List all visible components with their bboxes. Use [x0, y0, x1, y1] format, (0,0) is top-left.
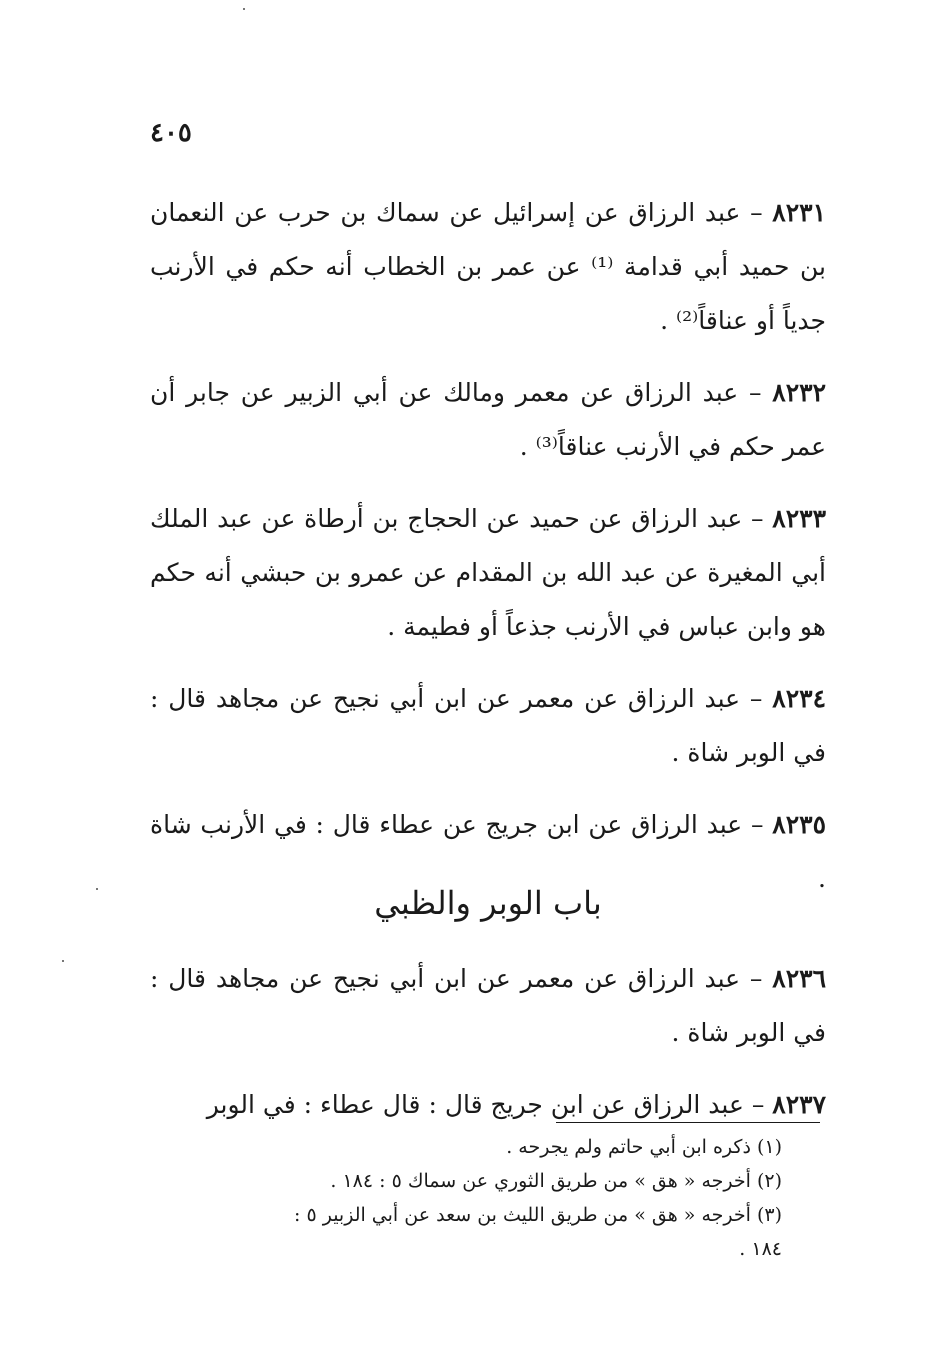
- scan-speck: [243, 8, 245, 10]
- scan-speck: [96, 888, 98, 890]
- main-text-bottom: [150, 952, 826, 1150]
- page-number: ٤٠٥: [150, 118, 192, 148]
- footnote-3: (٣) أخرجه « هق » من طريق الليث بن سعد عن أبي الزبير ٥ : ١٨٤ .: [294, 1204, 782, 1260]
- hadith-number: ٨٢٣٢: [772, 378, 827, 407]
- hadith-8236: [150, 952, 826, 1060]
- hadith-text: – عبد الرزاق عن معمر عن ابن أبي نجيح عن مجاهد قال : في الوبر شاة .: [150, 684, 826, 767]
- hadith-8231: [150, 186, 826, 348]
- footnote-divider: [556, 1122, 820, 1123]
- footnote-2: (٢) أخرجه « هق » من طريق الثوري عن سماك ٥ : ١٨٤ .: [330, 1170, 782, 1192]
- hadith-number: ٨٢٣٤: [772, 684, 826, 713]
- hadith-text: – عبد الرزاق عن حميد عن الحجاج بن أرطاة عن عبد الملك أبي المغيرة عن عبد الله بن المقدام عن عمرو بن حبشي أنه حكم هو وابن عباس في الأرنب جذعاً أو فطيمة .: [150, 504, 826, 641]
- hadith-number: ٨٢٣٥: [772, 810, 826, 839]
- hadith-text: – عبد الرزاق عن ابن جريج عن عطاء قال : في الأرنب شاة .: [150, 810, 826, 893]
- hadith-8234: [150, 672, 826, 780]
- main-text-top: [150, 186, 826, 924]
- hadith-number: ٨٢٣٦: [772, 964, 826, 993]
- hadith-number: ٨٢٣١: [772, 198, 826, 227]
- footnotes: [260, 1130, 782, 1266]
- hadith-text: – عبد الرزاق عن معمر عن ابن أبي نجيح عن مجاهد قال : في الوبر شاة .: [150, 964, 826, 1047]
- hadith-8237: [150, 1078, 826, 1132]
- hadith-text: – عبد الرزاق عن معمر ومالك عن أبي الزبير عن جابر أن عمر حكم في الأرنب عناقاً⁽³⁾ .: [150, 378, 826, 461]
- hadith-8233: [150, 492, 826, 654]
- scan-speck: [62, 960, 64, 962]
- hadith-text: – عبد الرزاق عن إسرائيل عن سماك بن حرب عن النعمان بن حميد أبي قدامة ⁽¹⁾ عن عمر بن الخطاب أنه حكم في الأرنب جدياً أو عناقاً⁽²⁾ .: [150, 198, 826, 335]
- hadith-number: ٨٢٣٣: [772, 504, 826, 533]
- chapter-heading: باب الوبر والظبي: [374, 884, 602, 922]
- hadith-8232: [150, 366, 826, 474]
- hadith-text: – عبد الرزاق عن ابن جريج قال : قال عطاء : في الوبر: [206, 1090, 765, 1119]
- hadith-number: ٨٢٣٧: [772, 1090, 826, 1119]
- footnote-1: (١) ذكره ابن أبي حاتم ولم يجرحه .: [506, 1136, 782, 1158]
